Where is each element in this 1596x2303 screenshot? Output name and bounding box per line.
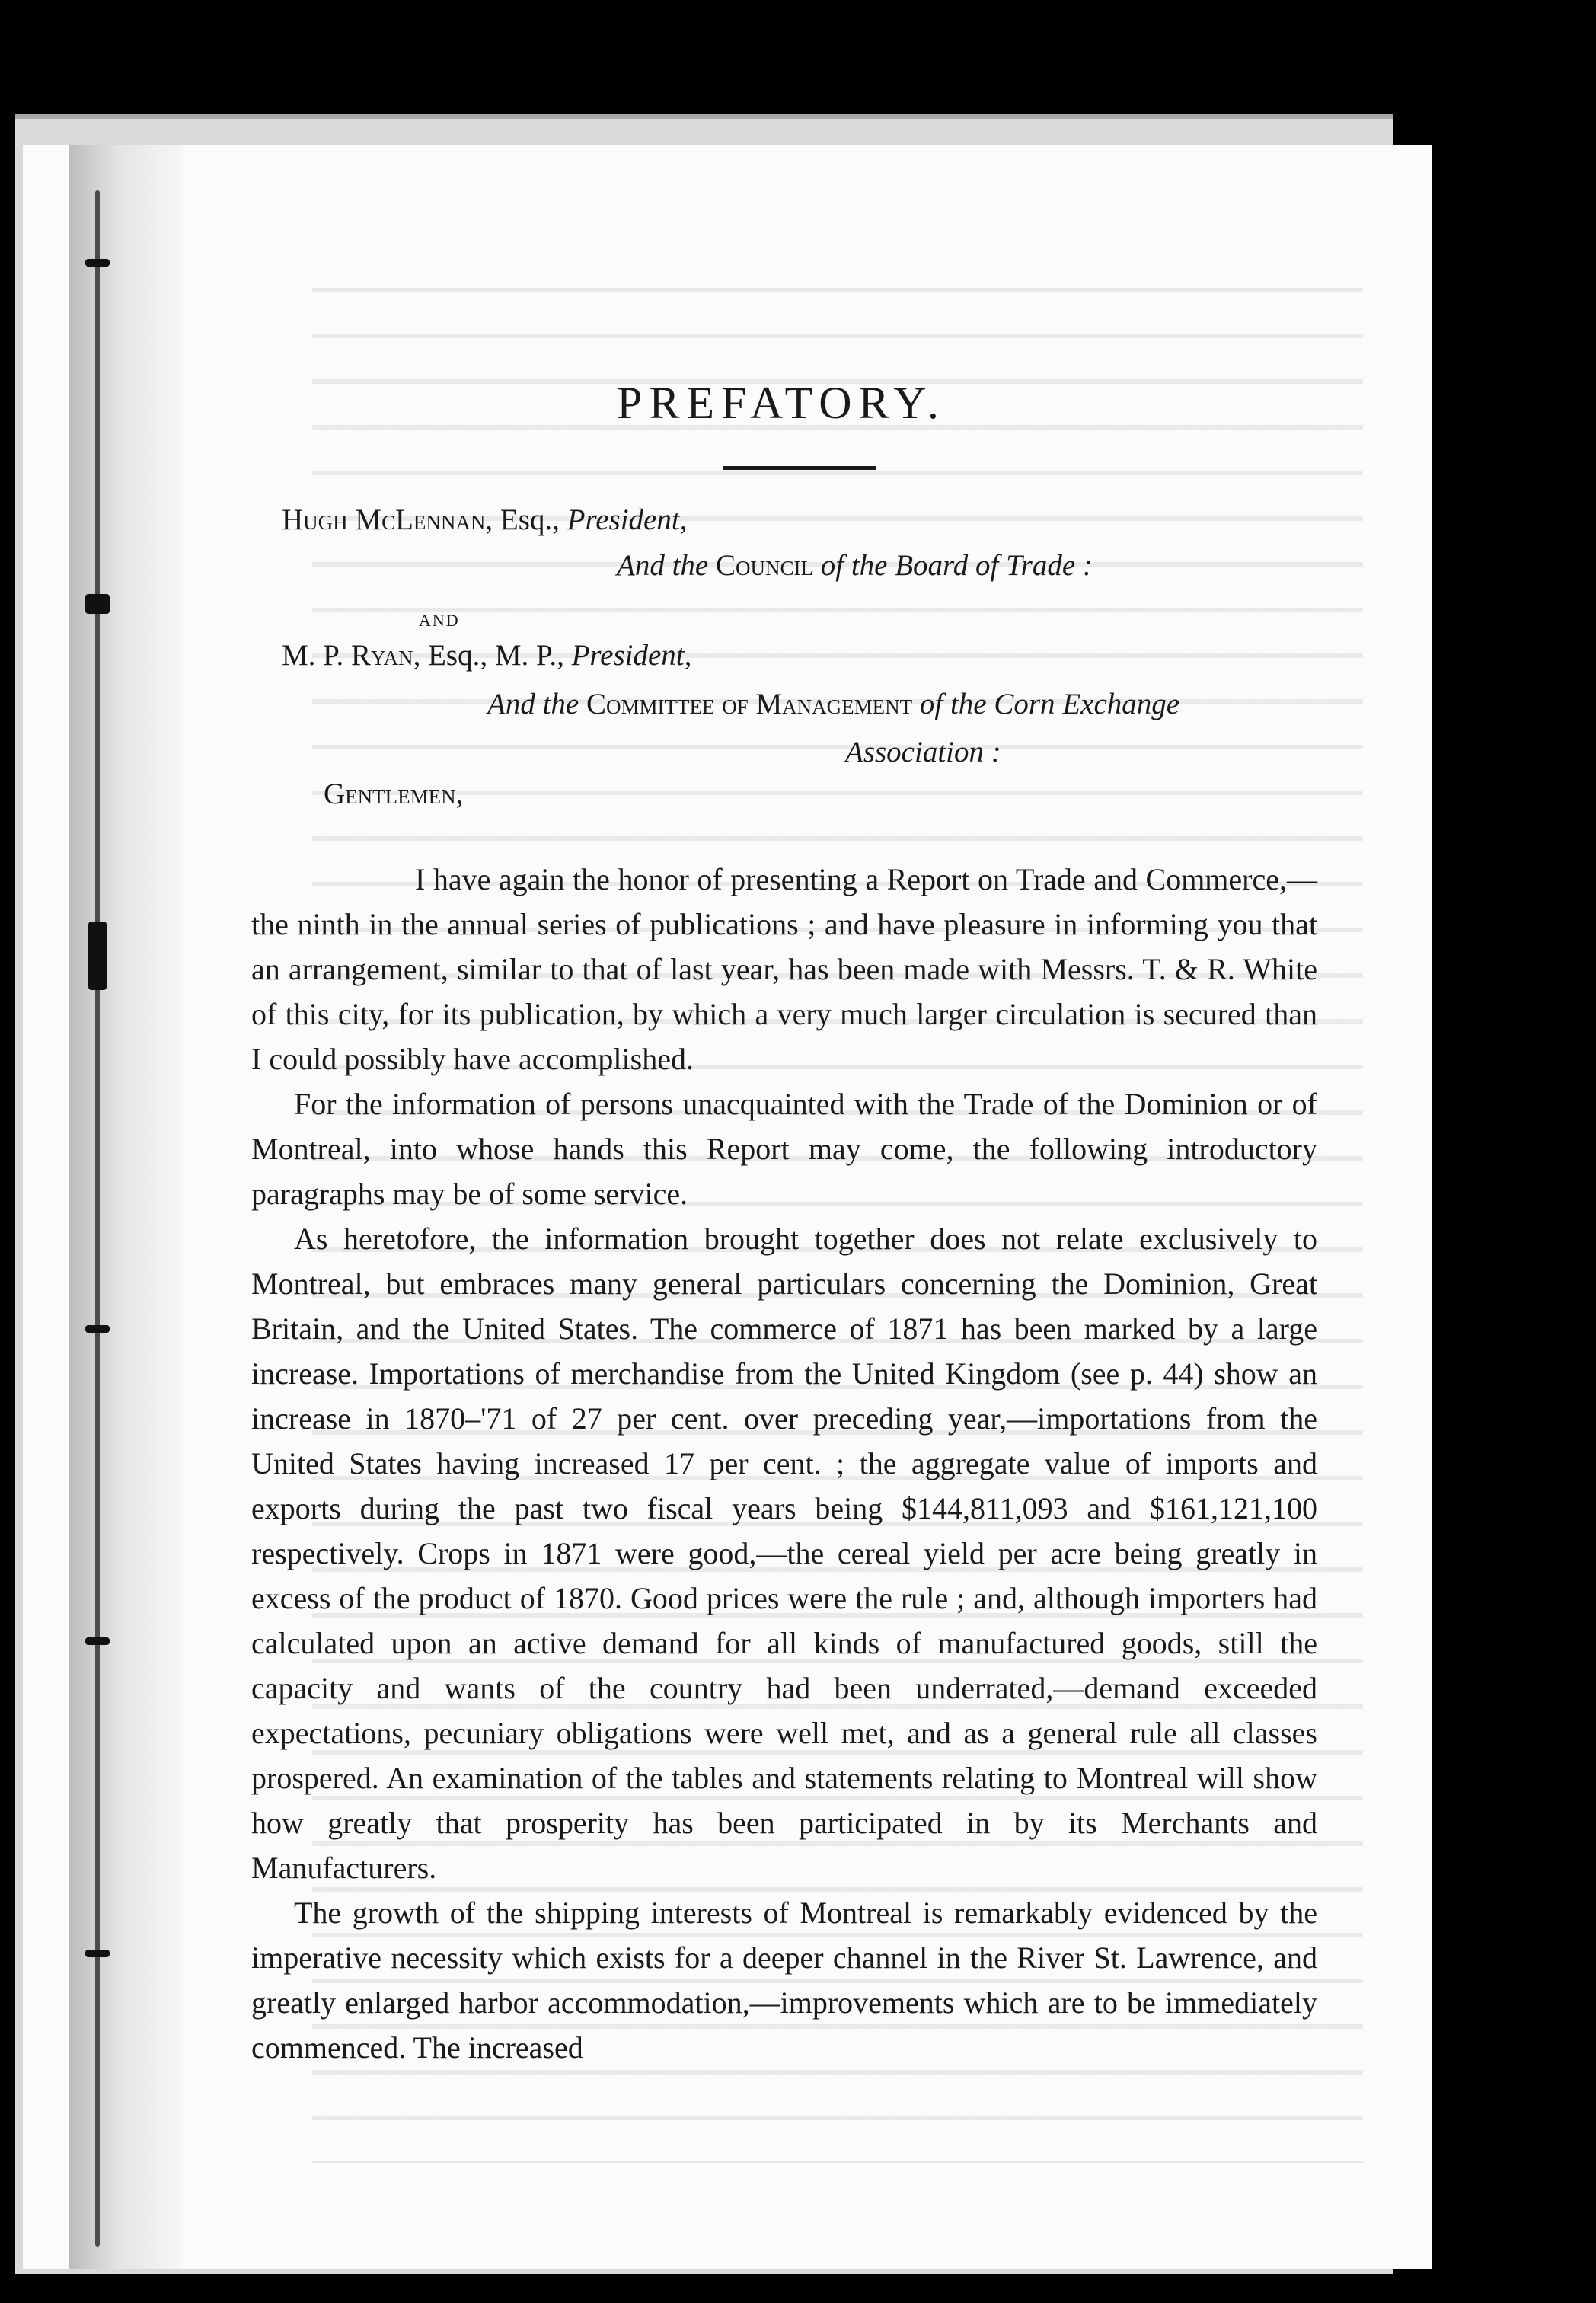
binding-stitch [88,922,107,990]
council-post: of the Board of Trade : [812,549,1093,582]
address-line-council [617,548,1093,583]
president-2-role: President, [571,639,692,672]
council-pre: And the [617,549,716,582]
body-text [251,857,1317,2070]
address-and: AND [419,611,460,630]
binding-stitch [85,1637,110,1645]
paragraph: The growth of the shipping interests of Montreal is remarkably evidenced by the imperative necessity which exists for a deeper channel in the River St. Lawrence, and greatly enlarged harbor accommodation,—improvements which are to be immediately commenced. The increased [251,1896,1317,2065]
president-1-name: Hugh McLennan [282,503,486,536]
binding-stitch [85,1950,110,1957]
binding-stitch [85,259,110,267]
salutation: Gentlemen, [324,778,464,810]
paragraph: As heretofore, the information brought together does not relate exclusively to Montreal, but embraces many general particulars concerning the Dominion, Great Britain, and the United States. The commerce of 1871 has been marked by a large increase. Importations of merchandise from the United Kingdom (see p. 44) show an increase in 1870–'71 of 27 per cent. over preceding year,—importations from the United States having increased 17 per cent. ; the aggregate value of imports and exports during the past two fiscal years being $144,811,093 and $161,121,100 respectively. Crops in 1871 were good,—the cereal yield per acre being greatly in excess of the product of 1870. Good prices were the rule ; and, although importers had calculated upon an active demand for all kinds of manufactured goods, still the capacity and wants of the country had been underrated,—demand exceeded expectations, pecuniary obligations were well met, and as a general rule all classes prospered. An examination of the tables and statements relating to Montreal will show how greatly that prosperity has been participated in by its Merchants and Manufacturers. [251,1222,1317,1885]
binding-thread [95,190,100,2247]
book-page [23,145,1432,2269]
address-association: Association : [845,736,1001,768]
paragraph: For the information of persons unacquainted with the Trade of the Dominion or of Montreal, into whose hands this Report may come, the following introductory paragraphs may be of some service. [251,1087,1317,1211]
binding-stitch [85,594,110,614]
committee-pre: And the [487,688,586,720]
address-line-president-2 [282,638,691,672]
committee-name: Committee of Management [586,688,913,720]
president-1-role: President, [567,503,688,536]
council-name: Council [715,549,813,582]
page-title: PREFATORY. [617,378,946,428]
committee-post: of the Corn Exchange [912,688,1180,720]
binding-stitch [85,1325,110,1333]
president-1-title: , Esq., [485,503,567,536]
paragraph: I have again the honor of presenting a Report on Trade and Commerce,—the ninth in the annual series of publications ; and have pleasure in informing you that an arrangement, similar to that of last year, has been made with Messrs. T. & R. White of this city, for its publication, by which a very much larger circulation is secured than I could possibly have accomplished. [251,862,1317,1076]
title-rule [723,466,876,470]
address-line-president-1 [282,503,687,537]
address-line-committee [487,687,1179,721]
president-2-title: , Esq., M. P., [413,639,572,672]
president-2-name: M. P. Ryan [282,639,413,672]
